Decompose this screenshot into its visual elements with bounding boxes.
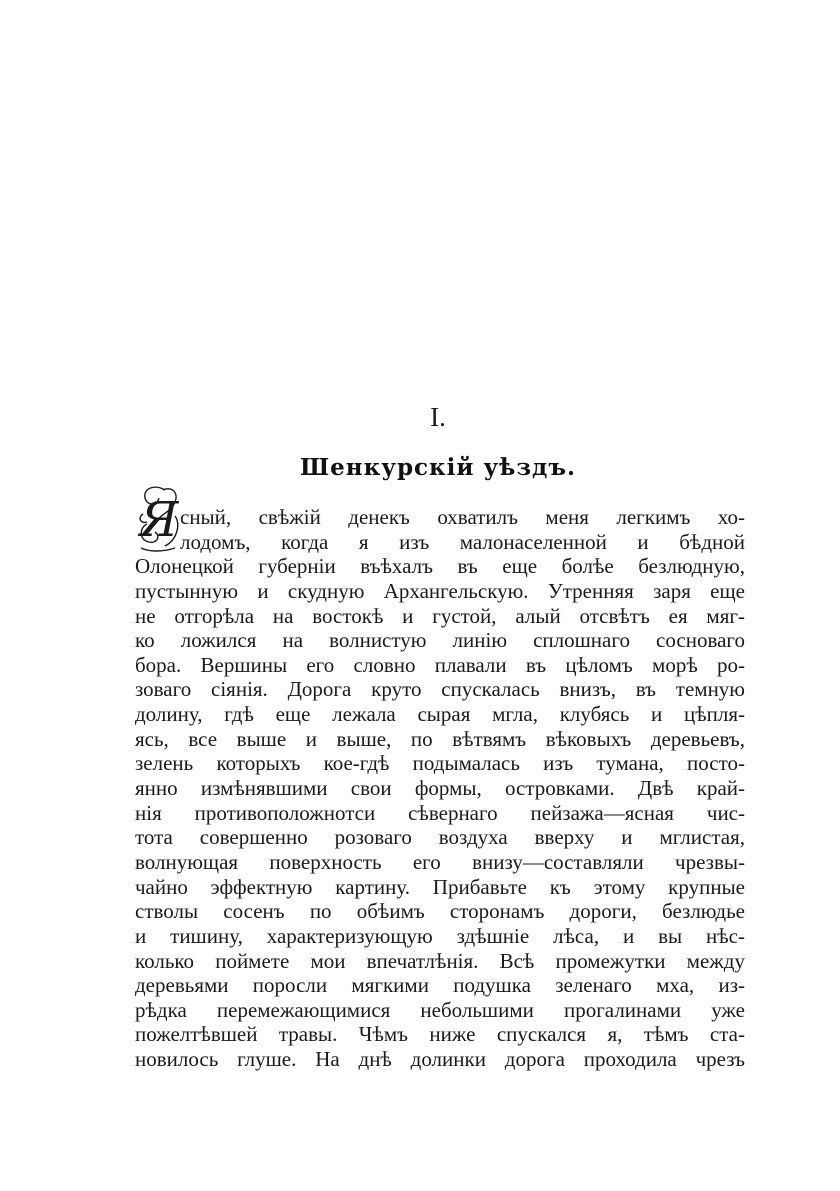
text-line: ясь, все выше и выше, по вѣтвямъ вѣковыхъ деревьевъ, [135, 726, 745, 751]
text-line: зоваго сіянія. Дорога круто спускалась внизъ, въ темную [135, 677, 745, 702]
text-line: бора. Вершины его словно плавали въ цѣломъ морѣ ро- [135, 652, 745, 677]
text-line: деревьями поросли мягкими подушка зеленаго мха, из- [135, 973, 745, 998]
text-line: рѣдка перемежающимися небольшими прогалинами уже [135, 997, 745, 1022]
text-line: нія противоположнотси сѣвернаго пейзажа—ясная чис- [135, 800, 745, 825]
text-line: стволы сосенъ по обѣимъ сторонамъ дороги, безлюдье [135, 899, 745, 924]
text-line: пожелтѣвшей травы. Чѣмъ ниже спускался я, тѣмъ ста- [135, 1022, 745, 1047]
text-line: тота совершенно розоваго воздуха вверху и мглистая, [135, 825, 745, 850]
text-line: сный, свѣжій денекъ охватилъ меня легкимъ хо- [180, 505, 745, 529]
text-line: долину, гдѣ еще лежала сырая мгла, клубясь и цѣпля- [135, 702, 745, 727]
text-line: лодомъ, когда я изъ малонаселенной и бѣдной [180, 529, 745, 554]
text-line: Олонецкой губерніи въѣхалъ въ еще болѣе безлюдную, [135, 554, 745, 579]
text-line: колько поймете мои впечатлѣнія. Всѣ промежутки между [135, 948, 745, 973]
text-line: янно измѣнявшими свои формы, островками. Двѣ край- [135, 776, 745, 801]
text-line: ко ложился на волнистую линію сплошнаго сосноваго [135, 628, 745, 653]
text-line: чайно эффектную картину. Прибавьте къ этому крупные [135, 874, 745, 899]
chapter-number: I. [430, 402, 446, 432]
text-line: пустынную и скудную Архангельскую. Утренняя заря еще [135, 578, 745, 603]
body-paragraph [135, 505, 745, 1072]
text-line: зелень которыхъ кое-гдѣ подымалась изъ тумана, посто- [135, 751, 745, 776]
text-line: не отгорѣла на востокѣ и густой, алый отсвѣтъ ея мяг- [135, 603, 745, 628]
text-line: новилось глуше. На днѣ долинки дорога проходила чрезъ [135, 1047, 745, 1072]
dropcap-letter: Я [139, 492, 179, 548]
chapter-title: Шенкурскій уѣздъ. [299, 454, 577, 481]
text-line: и тишину, характеризующую здѣшніе лѣса, и вы нѣс- [135, 923, 745, 948]
text-line: волнующая поверхность его внизу—составляли чрезвы- [135, 849, 745, 874]
